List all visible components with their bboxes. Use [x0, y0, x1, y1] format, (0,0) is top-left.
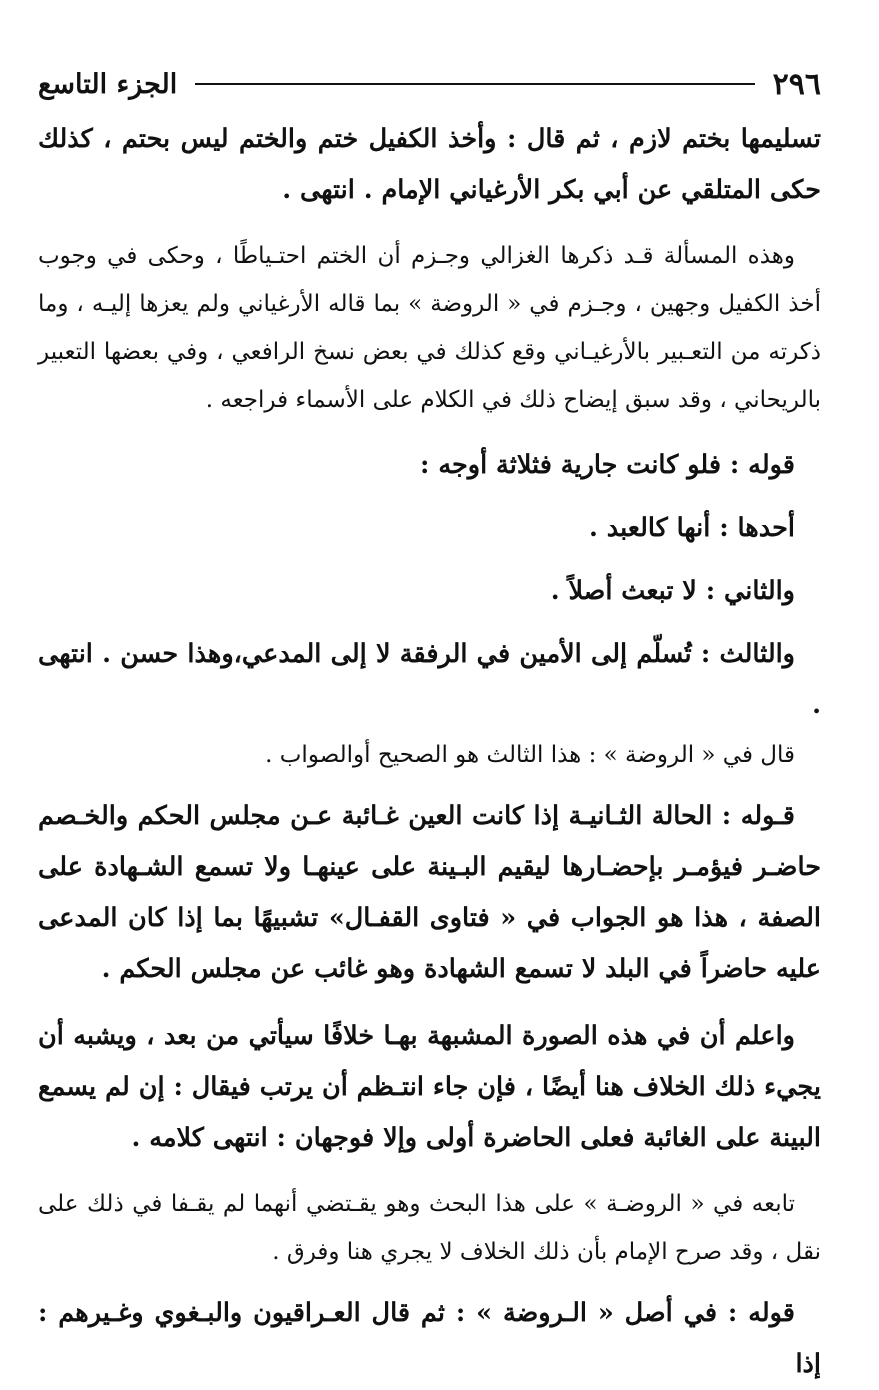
- paragraph-10: تابعه في « الروضـة » على هذا البحث وهو يقـتضي أنهما لم يقـفا في ذلك على نقل ، وقد صرح الإمام بأن ذلك الخلاف لا يجري هنا وفرق .: [38, 1191, 821, 1265]
- paragraph-7: قال في « الروضة » : هذا الثالث هو الصحيح أوالصواب .: [265, 742, 795, 768]
- running-title: الجزء التاسع: [38, 68, 178, 100]
- paragraph-2: وهذه المسألة قـد ذكرها الغزالي وجـزم أن الختم احتـياطًا ، وحكى في وجوب أخذ الكفيل وجهين ، وجـزم في « الروضة » بما قاله الأرغياني ولم يعزها إليـه ، وما ذكرته من التعـبير بالأرغيـاني وقع كذلك في بعض نسخ الرافعي ، وفي بعضها التعبير بالريحاني ، وقد سبق إيضاح ذلك في الكلام على الأسماء فراجعه .: [38, 243, 821, 413]
- paragraph-3: قوله : فلو كانت جارية فثلاثة أوجه :: [420, 450, 795, 480]
- paragraph-4: أحدها : أنها كالعبد .: [588, 513, 795, 543]
- page-number: ٢٩٦: [772, 66, 821, 102]
- paragraph-6: والثالث : تُسلّم إلى الأمين في الرفقة لا إلى المدعي،وهذا حسن . انتهى .: [38, 639, 821, 720]
- paragraph-1: تسليمها بختم لازم ، ثم قال : وأخذ الكفيل ختم والختم ليس بحتم ، كذلك حكى المتلقي عن أبي بكر الأرغياني الإمام . انتهى .: [38, 124, 821, 205]
- paragraph-9: واعلم أن في هذه الصورة المشبهة بهـا خلافًا سيأتي من بعد ، ويشبه أن يجيء ذلك الخلاف هنا أيضًا ، فإن جاء انتـظم أن يرتب فيقال : إن لم يسمع البينة على الغائبة فعلى الحاضرة أولى وإلا فوجهان : انتهى كلامه .: [38, 1021, 821, 1153]
- paragraph-8: قـوله : الحالة الثـانيـة إذا كانت العين غـائبة عـن مجلس الحكم والخـصم حاضـر فيؤمـر بإحضـارها ليقيم البـينة على عينهـا ولا تسمع الشـهادة على الصفة ، هذا هو الجواب في « فتاوى القفـال» تشبيهًا بما إذا كان المدعى عليه حاضراً في البلد لا تسمع الشهادة وهو غائب عن مجلس الحكم .: [38, 801, 821, 984]
- page-header: [38, 60, 821, 108]
- paragraph-11: قوله : في أصل « الـروضة » : ثم قال العـراقيون والبـغوي وغـيرهم : إذا: [38, 1298, 821, 1379]
- paragraph-5: والثاني : لا تبعث أصلاً .: [550, 576, 795, 606]
- header-divider: [195, 83, 754, 85]
